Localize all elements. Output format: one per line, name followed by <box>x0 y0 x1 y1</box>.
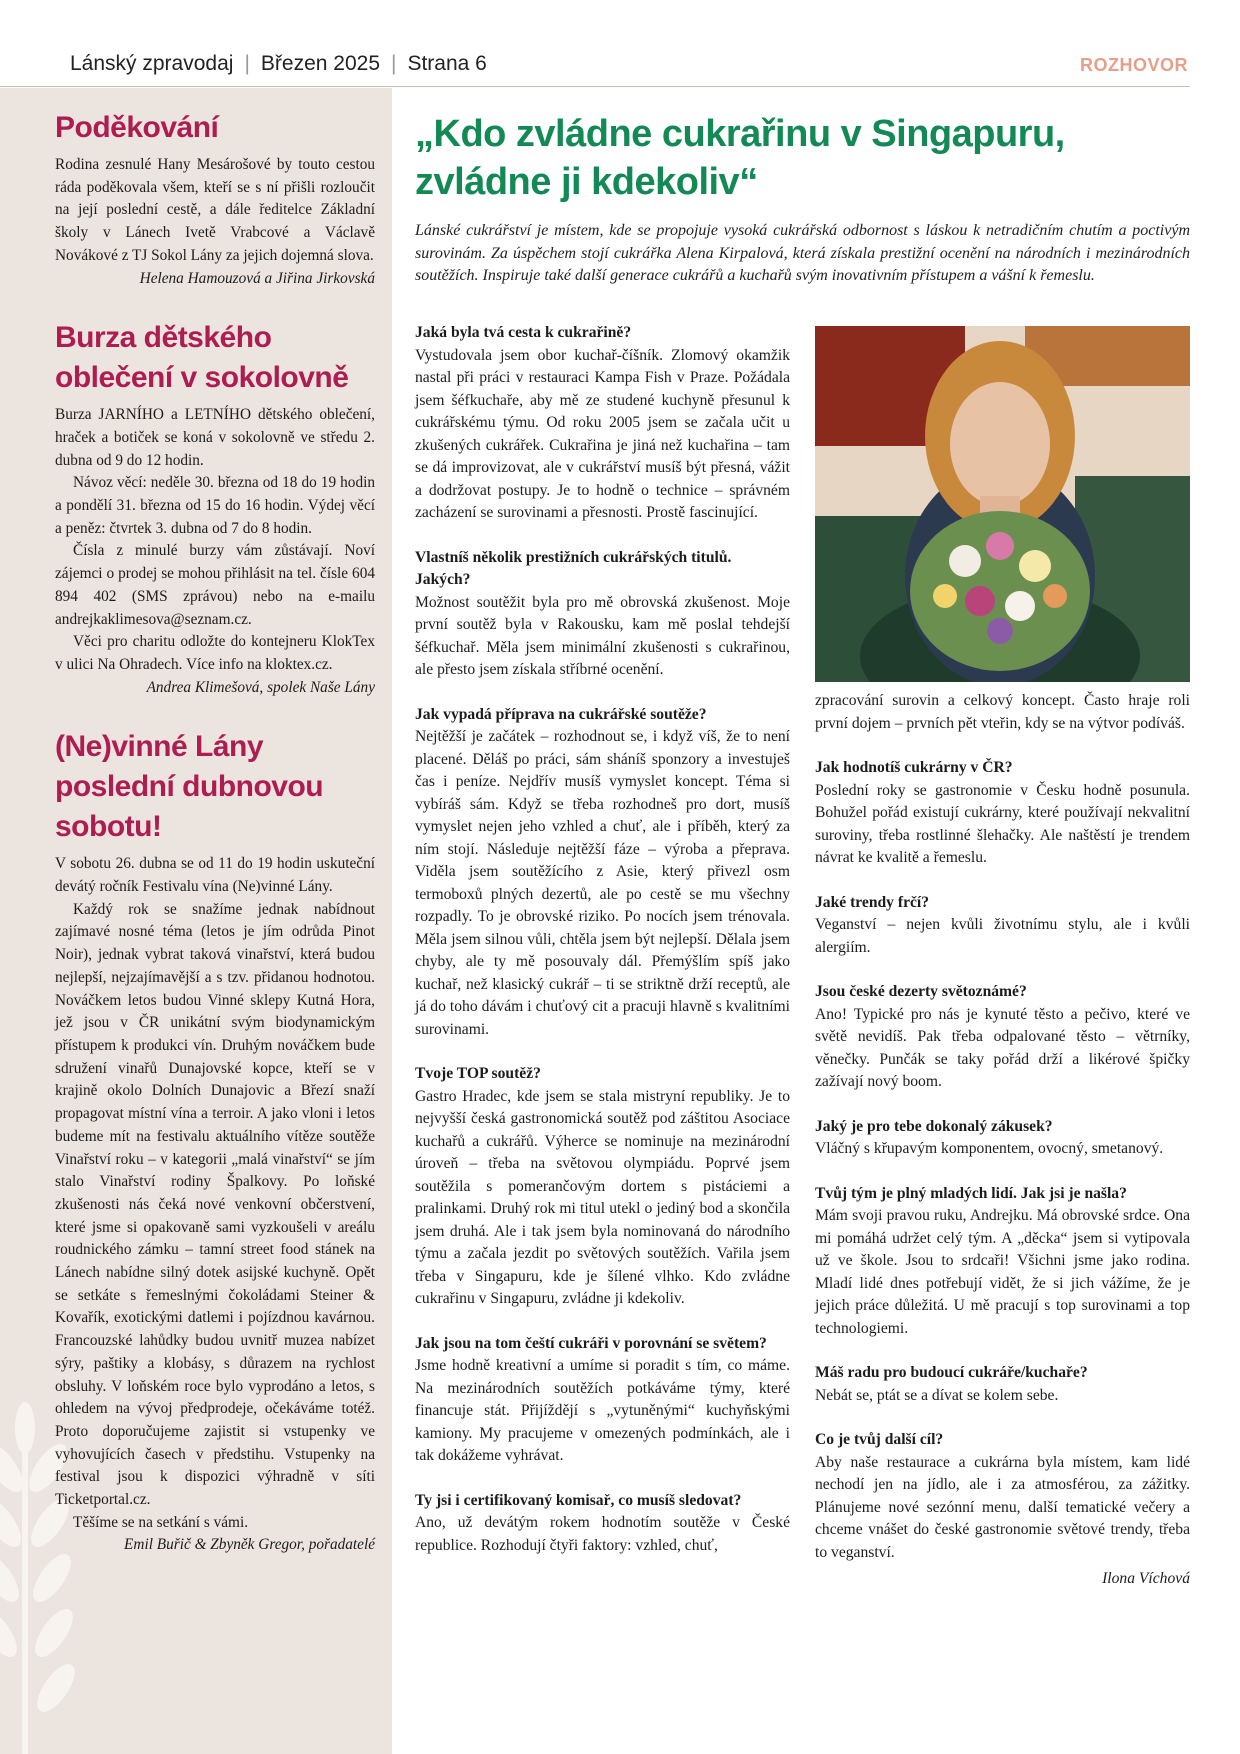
section-label: ROZHOVOR <box>1079 55 1188 75</box>
article-head <box>415 100 1190 288</box>
article-title: „Kdo zvládne cukrařinu v Singapuru, zvládne ji kdekoliv“ <box>415 113 1065 203</box>
interview-question: Tvoje TOP soutěž? <box>415 1065 541 1082</box>
thanks-signature: Helena Hamouzová a Jiřina Jirkovská <box>139 269 375 287</box>
bazaar-title: Burza dětského oblečení v sokolovně <box>55 321 349 395</box>
interview-question: Tvůj tým je plný mladých lidí. Jak jsi je našla? <box>815 1184 1127 1202</box>
interview-question: Jak hodnotíš cukrárny v ČR? <box>815 759 1013 776</box>
bazaar-signature: Andrea Klimešová, spolek Naše Lány <box>146 678 375 696</box>
article-lead: Lánské cukrářství je místem, kde se propojuje vysoká cukrářská odbornost s láskou k netradičním chutím a poctivým surovinám. Za úspěchem stojí cukrářka Alena Kirpalová, která získala prestižní ocenění na národních i mezinárodních soutěžích. Inspiruje také další generace cukrářů a kuchařů svým inovativním přístupem a vášní k řemeslu. <box>415 222 1190 284</box>
article-author: Ilona Víchová <box>1102 1570 1190 1587</box>
sidebar <box>0 88 392 1754</box>
header-separator: | <box>391 52 397 75</box>
page-header <box>0 0 1240 88</box>
wine-signature: Emil Buřič & Zbyněk Gregor, pořadatelé <box>124 1536 375 1554</box>
bazaar-paragraph: Návoz věcí: neděle 30. března od 18 do 19 hodin a pondělí 31. března od 15 do 16 hodin. Výdej věcí a peněz: čtvrtek 3. dubna od 7 do 8 hodin. <box>55 474 375 537</box>
interview-question: Máš radu pro budoucí cukráře/kuchaře? <box>815 1364 1088 1381</box>
wine-paragraph: Těšíme se na setkání s vámi. <box>73 1513 249 1531</box>
portrait-illustration <box>815 326 1190 682</box>
article-column-right <box>815 690 1190 1590</box>
thanks-title: Poděkování <box>55 111 219 144</box>
interview-answer: Poslední roky se gastronomie v Česku hodně posunula. Bohužel pořád existují cukrárny, které používají nekvalitní suroviny, třeba rostlinné šlehačky. Ale naštěstí je trendem návrat ke kvalitě a řemeslu. <box>815 781 1190 866</box>
bazaar-paragraph: Věci pro charitu odložte do kontejneru KlokTex v ulici Na Ohradech. Více info na kloktex.cz. <box>55 633 375 673</box>
interview-question: Jaký je pro tebe dokonalý zákusek? <box>815 1117 1053 1135</box>
page-number: Strana 6 <box>407 52 487 75</box>
interview-question: Jsou české dezerty světoznámé? <box>815 983 1027 1000</box>
interview-answer: Jsme hodně kreativní a umíme si poradit s tím, co máme. Na mezinárodních soutěžích potkáváme týmy, které financuje stát. Přijíždějí s „vytuněnými“ kuchyňskými kamiony. My pracujeme v omezených podmínkách, ale i tak dokážeme vyhrávat. <box>415 1357 790 1464</box>
interview-answer: Nejtěžší je začátek – rozhodnout se, i když víš, že to není placené. Děláš po práci, sám sháníš sponzory a investuješ čas i peníze. Nejdřív musíš vymyslet koncept. Téma si vybíráš sám. Když se třeba rozhodneš pro dort, musíš vymyslet nejen jeho vzhled a chuť, ale i příběh, který za ním stojí. Následuje nejtěžší fáze – výroba a přeprava. Viděla jsem soutěžícího z Asie, který přivezl osm termoboxů plných dezertů, ale po cestě se mu všechny rozpadly. To je obrovské riziko. Po nocích jsem trénovala. Měla jsem silnou vůli, chtěla jsem být nejlepší. Dělala jsem chyby, ale ty mě posouvaly dál. Přemýšlím spíš jako kuchař, než klasický cukrář – ti se striktně drží receptů, ale já do toho dávám i chuťový cit a pracuji hlavně s kvalitními surovinami. <box>415 728 790 1038</box>
interview-answer: Mám svoji pravou ruku, Andrejku. Má obrovské srdce. Ona mi pomáhá udržet celý tým. A „děcka“ jsem si vytipovala už ve škole. Jsou to srdcaři! Všichni jsme jako rodina. Mladí lidé dnes potřebují vidět, že si jich vážíme, že je jejich práce důležitá. U mě pracují s top surovinami a top technologiemi. <box>815 1207 1190 1337</box>
interview-question: Jak vypadá příprava na cukrářské soutěže? <box>415 705 707 723</box>
interview-question: Vlastníš několik prestižních cukrářských titulů. Jakých? <box>415 548 732 588</box>
wine-paragraph: V sobotu 26. dubna se od 11 do 19 hodin uskuteční devátý ročník Festivalu vína (Ne)vinné Lány. <box>55 855 375 896</box>
issue-date: Březen 2025 <box>260 52 380 75</box>
interview-answer: Nebát se, ptát se a dívat se kolem sebe. <box>815 1386 1059 1404</box>
interview-answer: Vláčný s křupavým komponentem, ovocný, smetanový. <box>815 1140 1164 1157</box>
interview-question: Jak jsou na tom čeští cukráři v porovnání se světem? <box>415 1334 767 1352</box>
header-separator: | <box>244 52 250 75</box>
interview-question: Ty jsi i certifikovaný komisař, co musíš sledovat? <box>415 1491 742 1509</box>
article-column-left <box>415 322 790 1579</box>
bazaar-paragraph: Burza JARNÍHO a LETNÍHO dětského oblečení, hraček a botiček se koná v sokolovně ve středu 2. dubna od 9 do 12 hodin. <box>55 406 375 469</box>
interview-question: Jaké trendy frčí? <box>815 893 930 911</box>
wine-title: (Ne)vinné Lány poslední dubnovou sobotu! <box>55 730 324 844</box>
header-info <box>70 52 487 76</box>
interview-question: Jaká byla tvá cesta k cukrařině? <box>415 324 632 341</box>
interview-answer: Ano, už devátým rokem hodnotím soutěže v České republice. Rozhodují čtyři faktory: vzhled, chuť, <box>415 1514 790 1554</box>
header-divider <box>0 86 1190 87</box>
publication-name: Lánský zpravodaj <box>70 52 234 75</box>
interview-answer: Veganství – nejen kvůli životnímu stylu, ale i kvůli alergiím. <box>815 916 1190 956</box>
interview-answer: Gastro Hradec, kde jsem se stala mistryní republiky. Je to nejvyšší česká gastronomická soutěž pod záštitou Asociace kuchařů a cukrářů. Výherce se nominuje na mezinárodní úroveň – třeba na světovou olympiádu. Poprvé jsem soutěžila s pomerančovým dortem s pistáciemi a pralinkami. Druhý rok mi titul utekl o jediný bod a skončila jsem druhá. Ale i tak jsem byla nominovaná do národního týmu a začala jezdit po světových soutěžích. Vařila jsem třeba v Singapuru, kde je šílené vlhko. Kdo zvládne cukrařinu v Singapuru, zvládne ji kdekoliv. <box>415 1087 790 1307</box>
interview-answer: Aby naše restaurace a cukrárna byla místem, kam lidé nechodí jen na jídlo, ale i za atmosférou, za zážitky. Plánujeme nové sezónní menu, další tematické večery a chceme vnášet do české gastronomie světové trendy, třeba to veganství. <box>815 1453 1190 1561</box>
interview-answer: Vystudovala jsem obor kuchař-číšník. Zlomový okamžik nastal při práci v restauraci Kampa Fish v Praze. Požádala jsem šéfkuchaře, aby mě ze studené kuchyně přesunul k cukrářskému týmu. Od roku 2005 jsem se začala učit u zkušených cukrářek. Cukrařina je jiná než kuchařina – tam se dá improvizovat, ale v cukrářství musíš být přesná, vážit a dodržovat postupy. Je to hodně o technice – správném zacházení se surovinami a přesnosti. Prostě fascinující. <box>415 346 790 521</box>
wine-paragraph: Každý rok se snažíme jednak nabídnout zajímavé nosné téma (letos je jím odrůda Pinot Noir), jednak vybrat taková vinařství, která budou nejlepší, nejzajímavější a s tzv. přidanou hodnotou. Nováčkem letos budou Vinné sklepy Kutná Hora, jež jsou v ČR unikátní svým biodynamickým přístupem k produkci vín. Druhým nováčkem bude sdružení vinařů Dunajovské kopce, kteří se v krajině okolo Dolních Dunajovic a Březí snaží propagovat místní vína a terroir. A jako vloni i letos budeme mít na festivalu aktuálního vítěze soutěže Vinařství roku – v kategorii „malá vinařství“ se jím stalo Vinařství rodiny Špalkovy. Po loňské zkušenosti nás čeká nové venkovní občerstvení, které jsme si opakovaně sami vyzkoušeli v areálu roudnického zámku – tamní street food stánek na Lánech nabídne silný dotek asijské kuchyně. Opět se setkáte s řemeslnými čokoládami Steiner & Kovařík, exotickými datlemi i pojízdnou kavárnou. Francouzské lahůdky budou uvnitř muzea nabízet sýry, paštiky a klobásy, s důrazem na rychlost obsluhy. V loňském roce bylo vyprodáno a letos, s ohledem na vývoj předprodeje, očekáváme totéž. Proto doporučujeme zajistit si vstupenky ve vyhovujících časech v předstihu. Vstupenky na festival jsou k dispozici výhradně v síti Ticketportal.cz. <box>55 900 375 1509</box>
portrait-photo <box>815 326 1190 682</box>
interview-answer: Ano! Typické pro nás je kynuté těsto a pečivo, které ve světě nevidíš. Pak třeba odpalované těsto – větrníky, věnečky. Punčák se taky pořád drží a likérové špičky zažívají nový boom. <box>815 1005 1190 1090</box>
interview-answer-continued: zpracování surovin a celkový koncept. Často hraje roli první dojem – prvních pět vteřin, kdy se na výtvor podíváš. <box>815 692 1190 732</box>
interview-answer: Možnost soutěžit byla pro mě obrovská zkušenost. Moje první soutěž byla v Rakousku, kam mě poslal tehdejší šéfkuchař. Měla jsem minimální zkušenosti s cukrařinou, ale přesto jsem získala stříbrné ocenění. <box>415 593 790 678</box>
sidebar-content <box>55 108 375 1557</box>
bazaar-paragraph: Čísla z minulé burzy vám zůstávají. Noví zájemci o prodej se mohou přihlásit na tel. čísle 604 894 402 (SMS zprávou) nebo na e-mailu andrejkaklimesova@seznam.cz. <box>55 542 375 628</box>
thanks-body: Rodina zesnulé Hany Mesárošové by touto cestou ráda poděkovala všem, kteří se s ní přišli rozloučit na její poslední cestě, a dále ředitelce Základní školy v Lánech Ivetě Vrabcové a Václavě Novákové z TJ Sokol Lány za jejich dojemná slova. <box>55 156 375 264</box>
interview-question: Co je tvůj další cíl? <box>815 1431 944 1448</box>
